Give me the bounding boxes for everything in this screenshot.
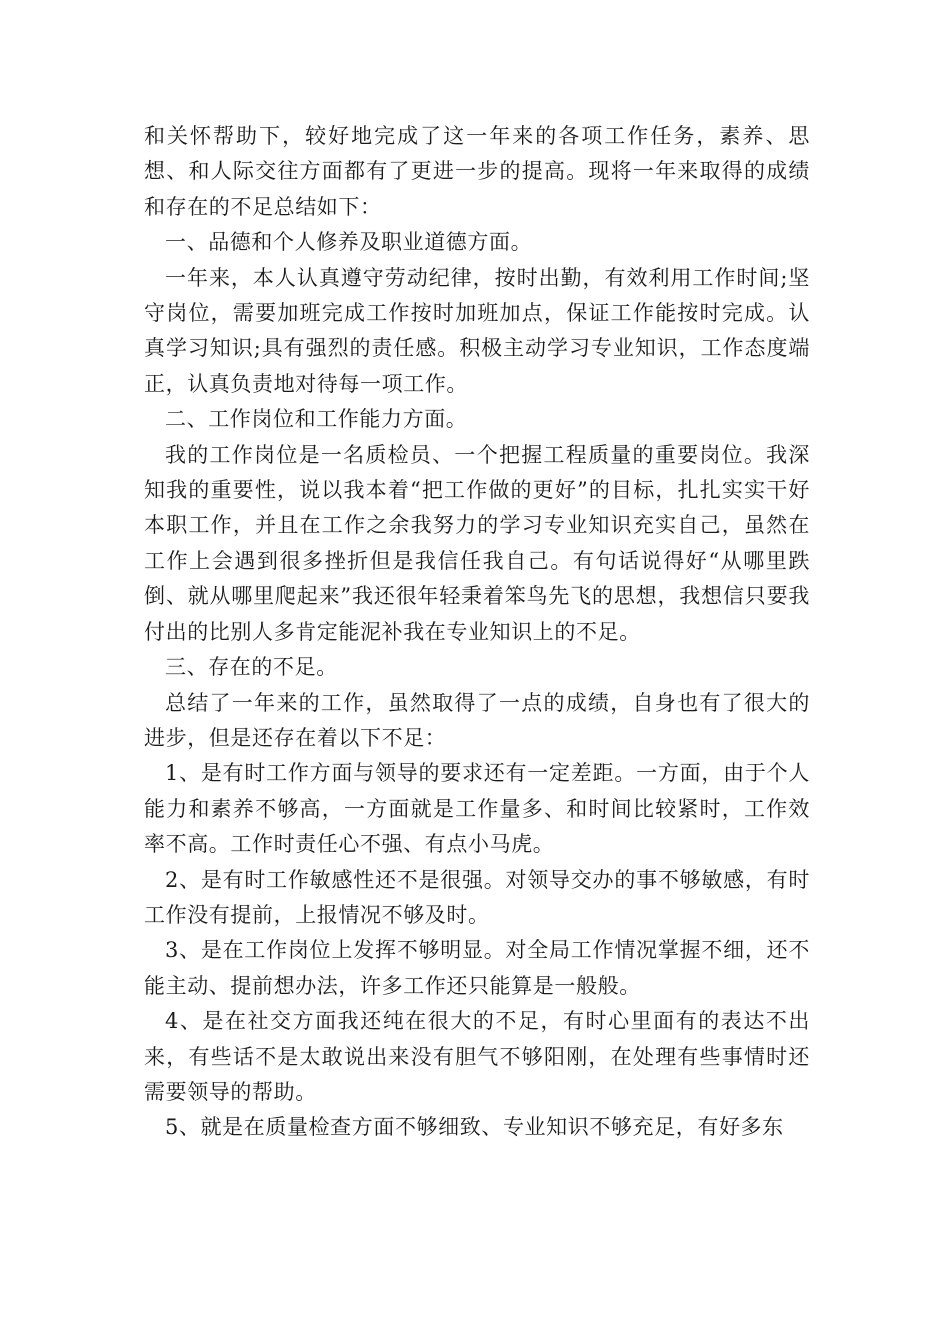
list-item-4: 4、是在社交方面我还纯在很大的不足，有时心里面有的表达不出来，有些话不是太敢说出来没有胆气不够阳刚，在处理有些事情时还需要领导的帮助。 bbox=[144, 1009, 810, 1104]
heading-section-1: 一、品德和个人修养及职业道德方面。 bbox=[165, 230, 533, 255]
paragraph-intro: 和关怀帮助下，较好地完成了这一年来的各项工作任务，素养、思想、和人际交往方面都有了更进一步的提高。现将一年来取得的成绩和存在的不足总结如下： bbox=[144, 124, 810, 219]
heading-section-3: 三、存在的不足。 bbox=[165, 655, 338, 680]
paragraph-section-1: 一年来，本人认真遵守劳动纪律，按时出勤，有效利用工作时间;坚守岗位，需要加班完成工作按时加班加点，保证工作能按时完成。认真学习知识;具有强烈的责任感。积极主动学习专业知识，工作态度端正，认真负责地对待每一项工作。 bbox=[144, 265, 810, 396]
list-item-5: 5、就是在质量检查方面不够细致、专业知识不够充足，有好多东 bbox=[165, 1115, 784, 1140]
document-body bbox=[144, 119, 810, 1146]
list-item-2: 2、是有时工作敏感性还不是很强。对领导交办的事不够敏感，有时工作没有提前，上报情况不够及时。 bbox=[144, 867, 810, 927]
heading-section-2: 二、工作岗位和工作能力方面。 bbox=[165, 407, 468, 432]
list-item-1: 1、是有时工作方面与领导的要求还有一定差距。一方面，由于个人能力和素养不够高，一方面就是工作量多、和时间比较紧时，工作效率不高。工作时责任心不强、有点小马虎。 bbox=[144, 761, 810, 857]
paragraph-section-3: 总结了一年来的工作，虽然取得了一点的成绩，自身也有了很大的进步，但是还存在着以下不足： bbox=[144, 690, 810, 750]
paragraph-section-2: 我的工作岗位是一名质检员、一个把握工程质量的重要岗位。我深知我的重要性，说以我本着“把工作做的更好”的目标，扎扎实实干好本职工作，并且在工作之余我努力的学习专业知识充实自己，虽然在工作上会遇到很多挫折但是我信任我自己。有句话说得好“从哪里跌倒、就从哪里爬起来”我还很年轻秉着笨鸟先飞的思想，我想信只要我付出的比别人多肯定能泥补我在专业知识上的不足。 bbox=[144, 442, 810, 644]
list-item-3: 3、是在工作岗位上发挥不够明显。对全局工作情况掌握不细，还不能主动、提前想办法，许多工作还只能算是一般般。 bbox=[144, 938, 810, 998]
